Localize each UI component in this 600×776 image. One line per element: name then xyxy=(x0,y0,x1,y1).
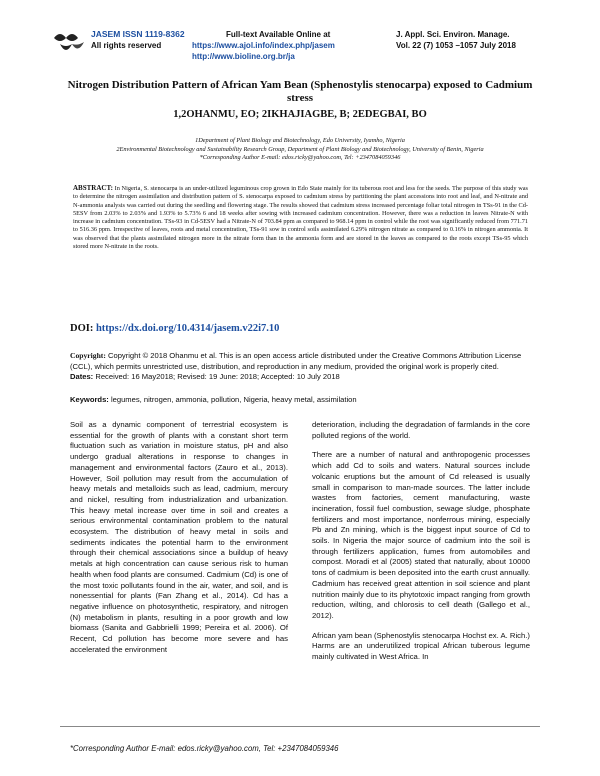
journal-header xyxy=(0,22,600,72)
ajol-link[interactable]: https://www.ajol.info/index.php/jasem xyxy=(192,41,335,50)
online-availability xyxy=(192,29,335,62)
doi-link[interactable]: https://dx.doi.org/10.4314/jasem.v22i7.10 xyxy=(95,323,280,334)
fulltext-label: Full-text Available Online at xyxy=(226,30,331,39)
copyright xyxy=(70,350,530,372)
abstract-label: ABSTRACT: xyxy=(73,184,113,192)
footer-corresponding: *Corresponding Author E-mail: edos.ricky@yahoo.com, Tel: +2347084059346 xyxy=(70,744,339,753)
doi-line xyxy=(70,323,279,334)
abstract-text: In Nigeria, S. stenocarpa is an under-utilized leguminous crop grown in Edo State mainly for its tuberous root and less for the seeds. The purpose of this study was to determine the nitrogen assimilation and distribution pattern of S. stenocarpa exposed to cadmium stress by partitioning the plant accessions into root and leaf, and N-nitrate and N-ammonia analysis was carried out during the seedling and flowering stage. The results showed that cadmium stress increased percentage foliar total nitrogen in TSs-91 in the Cd-5ESV from 2.03% to 2.03% and 1.93% to 5.73% 6 and 18 weeks after sowing with increased cadmium concentration. However, there was a reduction in leaves Nitrate-N with increase in cadmium concentration. TSs-93 in Cd-5ESV had a Nitrate-N of 703.84 ppm as compared to 968.14 ppm in control while the root was significantly reduced from 771.71 to 516.36 ppm. Irrespective of leaves, roots and metal concentration, TSs-91 sow in control soils assimilated 6.29% nitrogen nitrate as compared to 0.16% in nitrogen ammonia. It was observed that the plants assimilated nitrogen more in the nitrate form than in the ammonia form and are stored in the leaves as compared to the roots except TSs-95 which stored more N-nitrate in the roots. xyxy=(73,185,528,251)
journal-volume: Vol. 22 (7) 1053 –1057 July 2018 xyxy=(396,41,516,50)
paragraph: African yam bean (Sphenostylis stenocarpa Hochst ex. A. Rich.) Harms are an underutilized tropical African tuberous legume mainly cultivated in West Africa. In xyxy=(312,630,530,662)
jasem-logo-icon xyxy=(52,30,86,56)
abstract xyxy=(73,184,528,251)
paper-title: Nitrogen Distribution Pattern of African Yam Bean (Sphenostylis stenocarpa) exposed to Cadmium stress xyxy=(67,79,533,104)
dates-label: Dates: xyxy=(70,372,94,381)
journal-citation xyxy=(396,29,516,51)
body-column-left xyxy=(70,420,288,664)
paragraph: Soil as a dynamic component of terrestrial ecosystem is essential for the growth of plants with a constant short term fluctuation such as variation in moisture status, pH and also undergo gradual alterations in response to changes in management and environmental factors (Zauro et al., 2013). However, Soil pollution may result from the accumulation of heavy metals and metalloids such as lead, cadmium, mercury and nickel, resulting from industrialization and urbanization. This heavy metal increase over time in soil and creates a serious environmental contamination problem to the natural ecosystem. The distribution of heavy metal in soils and sediments indicates the potential harm to the environment through their chemical associations since a buildup of heavy metals at high concentration can cause serious risk to human health when food plants are consumed. Cadmium (Cd) is one of the most toxic pollutants found in the air, water, and soil, and is nonessential for plants (Fan Zhang et al., 2014). Cd has a negative influence on photosynthetic, respiratory, and nitrogen (N) metabolism in plants, resulting in a poor growth and low biomass (Sanita and Gabbrielli 1999; Pereira et al. 2006). Of Recent, Cd pollution has become more severe and has accelerated the environment xyxy=(70,420,288,654)
journal-issn: JASEM ISSN 1119-8362 xyxy=(91,29,185,39)
affiliations xyxy=(60,137,540,163)
bioline-link[interactable]: http://www.bioline.org.br/ja xyxy=(192,52,295,61)
journal-name: J. Appl. Sci. Environ. Manage. xyxy=(396,30,510,39)
paragraph: There are a number of natural and anthropogenic processes which add Cd to soils and waters. Natural sources include volcanic eruptions but the amount of Cd released is usually small in comparison to man-made sources. The latter include wastes from factories, cement manufacturing, waste incineration, fossil fuel combustion, sewage sludge, phosphate fertilizers and most importance, nonferrous mining, especially Pb and Zn mining, which is the biggest input source of Cd to soils. In Nigeria the major source of cadmium into the soil is through fertilizers application, fumes from automobiles and compost. Moradi et al (2005) stated that naturally, about 10000 tons of cadmium is been deposited into the earth crust annually. Cadmium has received great attention in soil science and plant nutrition mainly due to its phytotoxic impact ranging from growth reduction, wilting, and chlorosis to cell death (Gallego et al., 2012). xyxy=(312,450,530,620)
keywords-label: Keywords: xyxy=(70,395,109,404)
corresponding-author: *Corresponding Author E-mail: edos.ricky@yahoo.com, Tel: +2347084059346 xyxy=(199,154,401,161)
author-list: 1,2OHANMU, EO; 2IKHAJIAGBE, B; 2EDEGBAI, BO xyxy=(173,109,427,120)
affiliation-2: 2Environmental Biotechnology and Sustainability Research Group, Department of Plant Biology and Biotechnology, University of Benin, Nigeria xyxy=(116,145,484,153)
keywords-text: legumes, nitrogen, ammonia, pollution, Nigeria, heavy metal, assimilation xyxy=(110,395,357,404)
affiliation-1: 1Department of Plant Biology and Biotechnology, Edo University, Iyamho, Nigeria xyxy=(195,137,405,144)
dates-text: Received: 16 May2018; Revised: 19 June: 2018; Accepted: 10 July 2018 xyxy=(95,372,340,381)
copyright-text: Copyright © 2018 Ohanmu et al. This is an open access article distributed under the Creative Commons Attribution License (CCL), which permits unrestricted use, distribution, and reproduction in any medium, provided the original work is properly cited. xyxy=(70,351,522,371)
body-column-right xyxy=(312,420,530,672)
paragraph: deterioration, including the degradation of farmlands in the core polluted regions of the world. xyxy=(312,420,530,440)
doi-label: DOI: xyxy=(70,323,94,334)
keywords xyxy=(70,395,357,404)
copyright-label: Copyright: xyxy=(70,351,106,360)
rights-reserved: All rights reserved xyxy=(91,41,162,50)
dates xyxy=(70,372,340,381)
footer-divider xyxy=(60,726,540,727)
